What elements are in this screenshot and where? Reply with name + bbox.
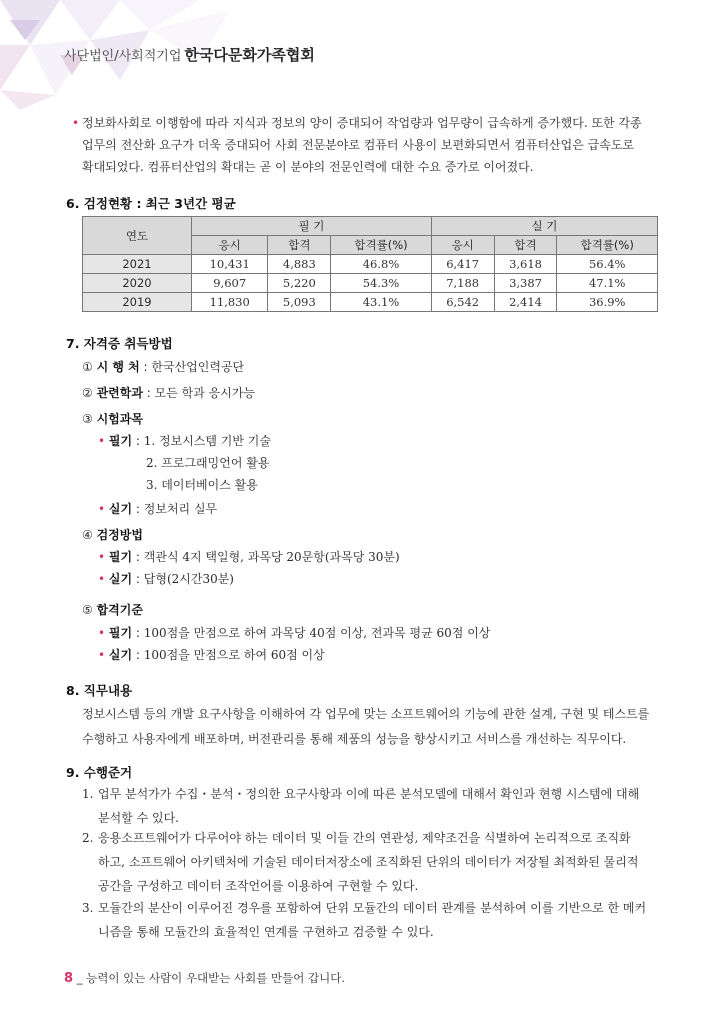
item-number: ③: [82, 412, 93, 426]
item-value: 모든 학과 응시가능: [154, 386, 256, 400]
table-cell: 3,618: [494, 255, 557, 274]
criteria-line: 니즘을 통해 모듈간의 효율적인 연계를 구현하고 검증할 수 있다.: [98, 925, 434, 939]
written-value: 객관식 4지 택일형, 과목당 20문항(과목당 30분): [143, 550, 400, 564]
table-cell: 11,830: [192, 293, 268, 312]
page-header: [64, 44, 315, 65]
table-cell: 3,387: [494, 274, 557, 293]
criteria-item: [82, 826, 662, 898]
page-footer: [64, 970, 345, 986]
intro-line: 확대되었다. 컴퓨터산업의 확대는 곧 이 분야의 전문인력에 대한 수요 증가로 이어졌다.: [82, 160, 534, 174]
subject: 3. 데이터베이스 활용: [146, 478, 258, 492]
criteria-number: 2.: [82, 831, 94, 845]
header-prefix: 사단법인/사회적기업: [64, 49, 182, 64]
table-cell: 5,220: [268, 274, 331, 293]
sub-header: 응시: [431, 236, 494, 255]
job-line: 정보시스템 등의 개발 요구사항을 이해하여 각 업무에 맞는 소프트웨어의 기능에 관한 설계, 구현 및 테스트를: [82, 707, 650, 721]
criteria-written-line: • 필기 : 100점을 만점으로 하여 과목당 40점 이상, 전과목 평균 60점 이상: [98, 626, 491, 640]
table-cell: 9,607: [192, 274, 268, 293]
written-subjects-line: • 필기 : 1. 정보시스템 기반 기술: [98, 434, 271, 448]
item-agency: ① 시 행 처 : 한국산업인력공단: [82, 360, 245, 374]
year-header: 연도: [83, 217, 192, 255]
table-row: [83, 293, 658, 312]
criteria-line: 모듈간의 분산이 이루어진 경우를 포함하여 단위 모듈간의 데이터 관계를 분석하여 이를 기반으로 한 메커: [98, 901, 647, 915]
item-number: ④: [82, 528, 93, 542]
method-written-line: • 필기 : 객관식 4지 택일형, 과목당 20문항(과목당 30분): [98, 550, 400, 564]
table-row: [83, 255, 658, 274]
practical-subject-line: • 실기 : 정보처리 실무: [98, 502, 218, 516]
table-cell: 47.1%: [557, 274, 658, 293]
table-cell: 6,417: [431, 255, 494, 274]
sub-header: 합격: [494, 236, 557, 255]
table-cell: 6,542: [431, 293, 494, 312]
table-cell: 4,883: [268, 255, 331, 274]
table-cell: 46.8%: [331, 255, 431, 274]
table-cell: 7,188: [431, 274, 494, 293]
table-cell: 2019: [83, 293, 192, 312]
subject: 2. 프로그래밍언어 활용: [146, 456, 270, 470]
job-description: [82, 702, 662, 752]
footer-separator: _: [76, 971, 83, 985]
sub-header: 합격률(%): [557, 236, 658, 255]
section-6-title: 6. 검정현황 : 최근 3년간 평균: [66, 196, 236, 211]
sub-header: 합격: [268, 236, 331, 255]
written-group-header: 필 기: [192, 217, 432, 236]
subject: 1. 정보시스템 기반 기술: [143, 434, 271, 448]
table-cell: 2,414: [494, 293, 557, 312]
table-row: [83, 274, 658, 293]
section-9-title: 9. 수행준거: [66, 765, 133, 780]
intro-line: 업무의 전산화 요구가 더욱 증대되어 사회 전문분야로 컴퓨터 사용이 보편화되면서 컴퓨터산업은 급속도로: [82, 138, 635, 152]
practical-value: 답형(2시간30분): [143, 572, 234, 586]
item-number: ①: [82, 360, 93, 374]
written-label: 필기: [108, 626, 133, 640]
criteria-item: [82, 896, 662, 944]
written-label: 필기: [108, 434, 133, 448]
practical-value: 100점을 만점으로 하여 60점 이상: [143, 648, 325, 662]
criteria-line: 하고, 소프트웨어 아키텍처에 기술된 데이터저장소에 조직화된 단위의 데이터가 저장될 최적화된 물리적: [98, 855, 639, 869]
table-cell: 56.4%: [557, 255, 658, 274]
item-pass-criteria: [82, 601, 143, 619]
criteria-practical-line: • 실기 : 100점을 만점으로 하여 60점 이상: [98, 648, 325, 662]
criteria-number: 3.: [82, 901, 94, 915]
table-cell: 2020: [83, 274, 192, 293]
criteria-item: [82, 782, 662, 830]
criteria-line: 공간을 구성하고 데이터 조작언어를 이용하여 구현할 수 있다.: [98, 879, 419, 893]
sub-header: 합격률(%): [331, 236, 431, 255]
item-label: 관련학과: [96, 386, 143, 400]
sub-header: 응시: [192, 236, 268, 255]
page-number: 8: [64, 971, 74, 986]
table-cell: 54.3%: [331, 274, 431, 293]
item-number: ②: [82, 386, 93, 400]
practical-label: 실기: [108, 572, 133, 586]
intro-paragraph: [72, 112, 660, 178]
section-8-title: 8. 직무내용: [66, 683, 133, 698]
intro-line: 정보화사회로 이행함에 따라 지식과 정보의 양이 증대되어 작업량과 업무량이 급속하게 증가했다. 또한 각종: [82, 116, 642, 130]
written-value: 100점을 만점으로 하여 과목당 40점 이상, 전과목 평균 60점 이상: [143, 626, 491, 640]
table-cell: 43.1%: [331, 293, 431, 312]
footer-slogan: 능력이 있는 사람이 우대받는 사회를 만들어 갑니다.: [86, 971, 345, 985]
item-subjects: [82, 410, 143, 428]
criteria-number: 1.: [82, 787, 94, 801]
practical-label: 실기: [108, 648, 133, 662]
intro-bullet: •: [72, 116, 80, 130]
item-value: 한국산업인력공단: [151, 360, 245, 374]
job-line: 수행하고 사용자에게 배포하며, 버전관리를 통해 제품의 성능을 향상시키고 서비스를 개선하는 직무이다.: [82, 732, 627, 746]
criteria-line: 응용소프트웨어가 다루어야 하는 데이터 및 이들 간의 연관성, 제약조건을 식별하여 논리적으로 조직화: [98, 831, 631, 845]
item-label: 검정방법: [96, 528, 143, 542]
criteria-line: 분석할 수 있다.: [98, 811, 179, 825]
item-method: [82, 526, 143, 544]
written-label: 필기: [108, 550, 133, 564]
item-number: ⑤: [82, 603, 93, 617]
table-cell: 5,093: [268, 293, 331, 312]
criteria-line: 업무 분석가가 수집・분석・정의한 요구사항과 이에 따른 분석모델에 대해서 확인과 현행 시스템에 대해: [98, 787, 640, 801]
stats-table: [82, 216, 658, 312]
method-practical-line: • 실기 : 답형(2시간30분): [98, 572, 234, 586]
item-label: 시 행 처: [96, 360, 140, 374]
header-org: 한국다문화가족협회: [184, 46, 315, 64]
item-label: 시험과목: [96, 412, 143, 426]
item-related-majors: ② 관련학과 : 모든 학과 응시가능: [82, 386, 256, 400]
item-label: 합격기준: [96, 603, 143, 617]
table-cell: 2021: [83, 255, 192, 274]
section-7-title: 7. 자격증 취득방법: [66, 336, 173, 351]
table-cell: 36.9%: [557, 293, 658, 312]
table-cell: 10,431: [192, 255, 268, 274]
practical-value: 정보처리 실무: [143, 502, 218, 516]
practical-label: 실기: [108, 502, 133, 516]
practical-group-header: 실 기: [431, 217, 657, 236]
